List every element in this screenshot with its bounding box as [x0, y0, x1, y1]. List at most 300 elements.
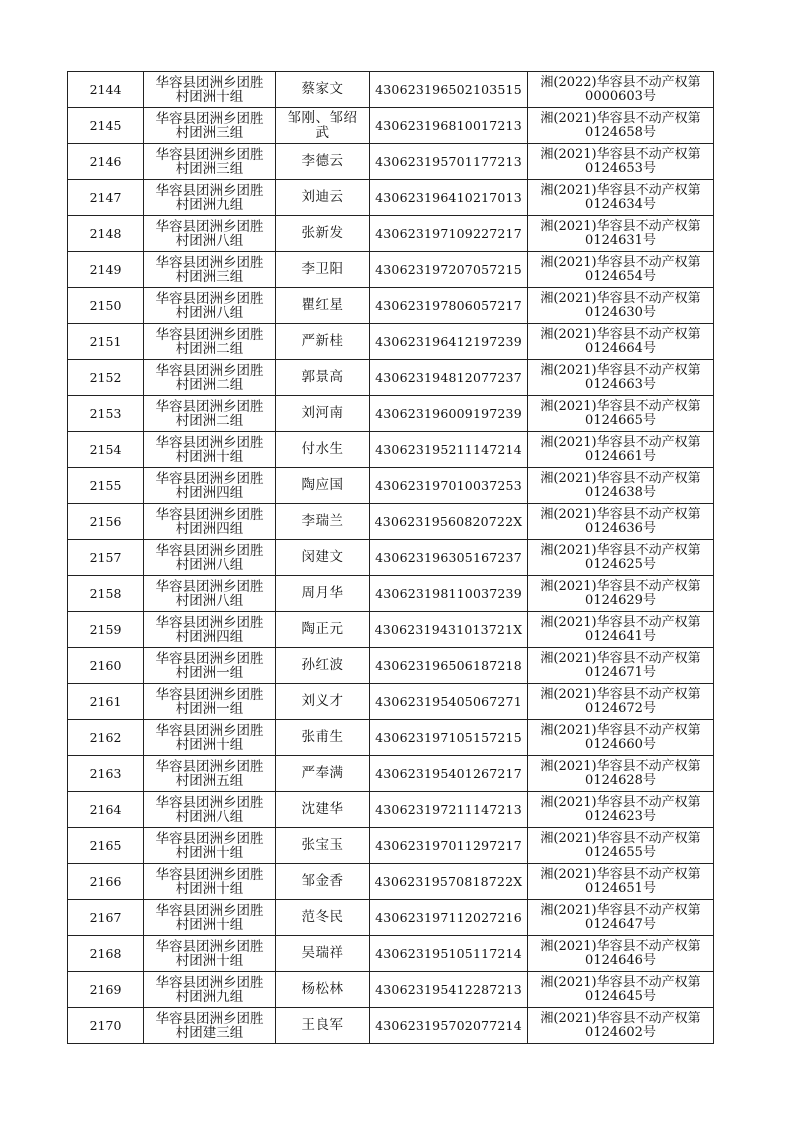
- row-number-cell-text: 2170: [89, 1017, 122, 1033]
- id-number-cell-text: 430623196412197239: [375, 333, 522, 349]
- id-number-cell-text: 430623198110037239: [375, 585, 522, 601]
- id-number-cell-text: 43062319560820722X: [374, 513, 523, 529]
- certificate-cell: [528, 828, 714, 864]
- id-number-cell: [370, 1008, 528, 1044]
- certificate-cell: [528, 648, 714, 684]
- location-cell: [144, 288, 276, 324]
- id-number-cell-text: 430623196502103515: [375, 81, 522, 97]
- owner-name-cell-text: 张宝玉: [301, 837, 344, 853]
- certificate-cell: [528, 360, 714, 396]
- owner-name-cell-text: 刘河南: [301, 405, 344, 421]
- owner-name-cell-text: 周月华: [301, 585, 344, 601]
- table-row: [68, 684, 714, 720]
- location-cell-text: 华容县团洲乡团胜: [155, 326, 264, 343]
- location-cell: [144, 252, 276, 288]
- table-row: [68, 540, 714, 576]
- row-number-cell-text: 2154: [89, 441, 122, 457]
- row-number-cell: [68, 396, 144, 432]
- id-number-cell: [370, 720, 528, 756]
- owner-name-cell: [276, 576, 370, 612]
- certificate-cell-text: 湘(2021)华容县不动产权第: [540, 794, 701, 810]
- owner-name-cell: [276, 144, 370, 180]
- location-cell-text: 村团洲九组: [175, 196, 244, 213]
- owner-name-cell: [276, 792, 370, 828]
- location-cell-text: 村团洲二组: [175, 340, 244, 357]
- id-number-cell: [370, 72, 528, 108]
- row-number-cell-text: 2160: [89, 657, 122, 673]
- location-cell: [144, 504, 276, 540]
- certificate-cell: [528, 684, 714, 720]
- certificate-cell: [528, 468, 714, 504]
- row-number-cell: [68, 144, 144, 180]
- certificate-cell-text: 湘(2021)华容县不动产权第: [540, 722, 701, 738]
- table-row: [68, 504, 714, 540]
- location-cell: [144, 144, 276, 180]
- id-number-cell-text: 430623195412287213: [375, 981, 522, 997]
- id-number-cell: [370, 324, 528, 360]
- location-cell: [144, 72, 276, 108]
- location-cell-text: 华容县团洲乡团胜: [155, 938, 264, 955]
- id-number-cell-text: 430623195702077214: [375, 1017, 522, 1033]
- owner-name-cell-text: 郭景高: [301, 369, 344, 385]
- table-row: [68, 1008, 714, 1044]
- location-cell: [144, 972, 276, 1008]
- row-number-cell: [68, 108, 144, 144]
- id-number-cell: [370, 900, 528, 936]
- id-number-cell: [370, 828, 528, 864]
- location-cell-text: 村团洲一组: [175, 664, 244, 681]
- location-cell-text: 华容县团洲乡团胜: [155, 902, 264, 919]
- location-cell-text: 村团洲十组: [175, 916, 244, 933]
- id-number-cell-text: 430623197112027216: [375, 909, 522, 925]
- row-number-cell: [68, 216, 144, 252]
- location-cell-text: 村团洲十组: [175, 880, 244, 897]
- id-number-cell: [370, 252, 528, 288]
- row-number-cell-text: 2150: [89, 297, 122, 313]
- certificate-cell-text: 0124623号: [585, 808, 656, 824]
- row-number-cell: [68, 540, 144, 576]
- row-number-cell: [68, 900, 144, 936]
- owner-name-cell: [276, 324, 370, 360]
- certificate-cell-text: 0124651号: [585, 880, 656, 896]
- certificate-cell: [528, 936, 714, 972]
- location-cell: [144, 648, 276, 684]
- certificate-cell-text: 0124653号: [585, 160, 656, 176]
- row-number-cell: [68, 288, 144, 324]
- id-number-cell: [370, 612, 528, 648]
- location-cell-text: 华容县团洲乡团胜: [155, 614, 264, 631]
- owner-name-cell: [276, 936, 370, 972]
- location-cell-text: 华容县团洲乡团胜: [155, 722, 264, 739]
- owner-name-cell: [276, 216, 370, 252]
- row-number-cell: [68, 504, 144, 540]
- row-number-cell-text: 2165: [89, 837, 122, 853]
- location-cell: [144, 612, 276, 648]
- id-number-cell-text: 430623195211147214: [375, 441, 522, 457]
- id-number-cell: [370, 180, 528, 216]
- row-number-cell: [68, 432, 144, 468]
- id-number-cell: [370, 144, 528, 180]
- location-cell: [144, 180, 276, 216]
- location-cell: [144, 324, 276, 360]
- certificate-cell-text: 0124602号: [585, 1024, 656, 1040]
- location-cell-text: 村团洲九组: [175, 988, 244, 1005]
- certificate-cell-text: 0000603号: [585, 88, 656, 104]
- location-cell-text: 华容县团洲乡团胜: [155, 650, 264, 667]
- owner-name-cell-text: 邹刚、邹绍: [287, 109, 358, 126]
- id-number-cell-text: 430623196506187218: [375, 657, 522, 673]
- certificate-cell: [528, 576, 714, 612]
- certificate-cell-text: 0124646号: [585, 952, 656, 968]
- table-row: [68, 720, 714, 756]
- id-number-cell-text: 43062319570818722X: [374, 873, 523, 889]
- table-row: [68, 756, 714, 792]
- certificate-cell: [528, 108, 714, 144]
- table-row: [68, 972, 714, 1008]
- table-row: [68, 360, 714, 396]
- certificate-cell: [528, 504, 714, 540]
- registry-table: [67, 71, 714, 1044]
- owner-name-cell-text: 王良军: [301, 1017, 344, 1033]
- id-number-cell-text: 430623195701177213: [375, 153, 522, 169]
- location-cell-text: 村团洲十组: [175, 448, 244, 465]
- certificate-cell-text: 0124645号: [585, 988, 656, 1004]
- id-number-cell-text: 430623197105157215: [375, 729, 522, 745]
- owner-name-cell: [276, 900, 370, 936]
- certificate-cell: [528, 540, 714, 576]
- table-row: [68, 864, 714, 900]
- owner-name-cell-text: 武: [315, 124, 330, 141]
- certificate-cell: [528, 720, 714, 756]
- location-cell: [144, 792, 276, 828]
- row-number-cell: [68, 360, 144, 396]
- owner-name-cell: [276, 828, 370, 864]
- owner-name-cell: [276, 180, 370, 216]
- row-number-cell: [68, 720, 144, 756]
- row-number-cell: [68, 684, 144, 720]
- certificate-cell-text: 0124641号: [585, 628, 656, 644]
- location-cell-text: 村团洲十组: [175, 844, 244, 861]
- location-cell-text: 华容县团洲乡团胜: [155, 74, 264, 91]
- table-row: [68, 936, 714, 972]
- certificate-cell: [528, 432, 714, 468]
- certificate-cell: [528, 972, 714, 1008]
- id-number-cell: [370, 288, 528, 324]
- owner-name-cell: [276, 864, 370, 900]
- table-row: [68, 396, 714, 432]
- location-cell: [144, 864, 276, 900]
- owner-name-cell: [276, 252, 370, 288]
- row-number-cell-text: 2151: [89, 333, 122, 349]
- owner-name-cell: [276, 468, 370, 504]
- id-number-cell-text: 430623194812077237: [375, 369, 522, 385]
- location-cell: [144, 108, 276, 144]
- id-number-cell: [370, 648, 528, 684]
- id-number-cell-text: 430623197207057215: [375, 261, 522, 277]
- table-row: [68, 792, 714, 828]
- row-number-cell: [68, 576, 144, 612]
- row-number-cell-text: 2158: [89, 585, 122, 601]
- row-number-cell-text: 2168: [89, 945, 122, 961]
- id-number-cell-text: 430623195105117214: [375, 945, 522, 961]
- location-cell: [144, 828, 276, 864]
- table-row: [68, 216, 714, 252]
- certificate-cell: [528, 324, 714, 360]
- location-cell-text: 村团洲一组: [175, 700, 244, 717]
- table-row: [68, 324, 714, 360]
- certificate-cell-text: 湘(2021)华容县不动产权第: [540, 182, 701, 198]
- location-cell-text: 华容县团洲乡团胜: [155, 398, 264, 415]
- certificate-cell-text: 湘(2021)华容县不动产权第: [540, 902, 701, 918]
- certificate-cell-text: 湘(2021)华容县不动产权第: [540, 542, 701, 558]
- id-number-cell: [370, 972, 528, 1008]
- row-number-cell: [68, 864, 144, 900]
- owner-name-cell-text: 李瑞兰: [301, 513, 344, 529]
- location-cell-text: 村团洲八组: [175, 808, 244, 825]
- row-number-cell: [68, 324, 144, 360]
- row-number-cell: [68, 936, 144, 972]
- table-row: [68, 468, 714, 504]
- location-cell: [144, 900, 276, 936]
- row-number-cell: [68, 468, 144, 504]
- location-cell-text: 华容县团洲乡团胜: [155, 758, 264, 775]
- owner-name-cell: [276, 972, 370, 1008]
- certificate-cell: [528, 144, 714, 180]
- id-number-cell: [370, 792, 528, 828]
- certificate-cell-text: 0124658号: [585, 124, 656, 140]
- owner-name-cell-text: 严新桂: [301, 333, 344, 349]
- owner-name-cell: [276, 72, 370, 108]
- certificate-cell-text: 湘(2021)华容县不动产权第: [540, 830, 701, 846]
- certificate-cell-text: 0124631号: [585, 232, 656, 248]
- location-cell-text: 村团洲三组: [175, 124, 244, 141]
- certificate-cell: [528, 180, 714, 216]
- table-row: [68, 288, 714, 324]
- owner-name-cell-text: 付水生: [301, 441, 344, 457]
- row-number-cell: [68, 648, 144, 684]
- table-row: [68, 576, 714, 612]
- certificate-cell-text: 湘(2021)华容县不动产权第: [540, 434, 701, 450]
- row-number-cell: [68, 828, 144, 864]
- table-row: [68, 900, 714, 936]
- owner-name-cell-text: 张新发: [301, 225, 344, 241]
- row-number-cell-text: 2152: [89, 369, 122, 385]
- id-number-cell: [370, 540, 528, 576]
- owner-name-cell-text: 刘义才: [301, 693, 344, 709]
- location-cell-text: 村团建三组: [175, 1024, 244, 1041]
- id-number-cell: [370, 432, 528, 468]
- location-cell: [144, 540, 276, 576]
- id-number-cell-text: 430623197011297217: [375, 837, 522, 853]
- certificate-cell-text: 0124671号: [585, 664, 656, 680]
- certificate-cell-text: 0124655号: [585, 844, 656, 860]
- owner-name-cell: [276, 1008, 370, 1044]
- row-number-cell-text: 2144: [89, 81, 122, 97]
- table-row: [68, 144, 714, 180]
- location-cell-text: 村团洲八组: [175, 304, 244, 321]
- location-cell-text: 村团洲十组: [175, 952, 244, 969]
- registry-table-body: [68, 72, 714, 1044]
- row-number-cell-text: 2169: [89, 981, 122, 997]
- certificate-cell: [528, 1008, 714, 1044]
- row-number-cell-text: 2156: [89, 513, 122, 529]
- row-number-cell: [68, 72, 144, 108]
- owner-name-cell-text: 李卫阳: [301, 261, 344, 277]
- certificate-cell-text: 湘(2021)华容县不动产权第: [540, 326, 701, 342]
- row-number-cell-text: 2162: [89, 729, 122, 745]
- location-cell-text: 村团洲三组: [175, 160, 244, 177]
- certificate-cell-text: 湘(2021)华容县不动产权第: [540, 614, 701, 630]
- location-cell: [144, 576, 276, 612]
- location-cell-text: 村团洲十组: [175, 88, 244, 105]
- table-row: [68, 108, 714, 144]
- id-number-cell: [370, 576, 528, 612]
- id-number-cell-text: 430623197010037253: [375, 477, 522, 493]
- certificate-cell: [528, 756, 714, 792]
- certificate-cell-text: 0124664号: [585, 340, 656, 356]
- location-cell-text: 华容县团洲乡团胜: [155, 362, 264, 379]
- row-number-cell-text: 2166: [89, 873, 122, 889]
- table-row: [68, 252, 714, 288]
- id-number-cell-text: 430623196305167237: [375, 549, 522, 565]
- certificate-cell-text: 湘(2021)华容县不动产权第: [540, 110, 701, 126]
- row-number-cell-text: 2145: [89, 117, 122, 133]
- row-number-cell-text: 2164: [89, 801, 122, 817]
- certificate-cell-text: 湘(2021)华容县不动产权第: [540, 650, 701, 666]
- id-number-cell: [370, 468, 528, 504]
- row-number-cell-text: 2157: [89, 549, 122, 565]
- certificate-cell-text: 0124661号: [585, 448, 656, 464]
- table-row: [68, 180, 714, 216]
- id-number-cell-text: 430623195401267217: [375, 765, 522, 781]
- owner-name-cell: [276, 108, 370, 144]
- certificate-cell-text: 湘(2021)华容县不动产权第: [540, 254, 701, 270]
- location-cell-text: 华容县团洲乡团胜: [155, 506, 264, 523]
- id-number-cell: [370, 756, 528, 792]
- row-number-cell: [68, 252, 144, 288]
- certificate-cell-text: 0124636号: [585, 520, 656, 536]
- certificate-cell-text: 湘(2021)华容县不动产权第: [540, 506, 701, 522]
- location-cell-text: 村团洲二组: [175, 376, 244, 393]
- id-number-cell: [370, 216, 528, 252]
- table-row: [68, 72, 714, 108]
- location-cell-text: 华容县团洲乡团胜: [155, 794, 264, 811]
- location-cell: [144, 720, 276, 756]
- owner-name-cell: [276, 360, 370, 396]
- location-cell: [144, 1008, 276, 1044]
- table-row: [68, 612, 714, 648]
- certificate-cell-text: 0124625号: [585, 556, 656, 572]
- id-number-cell: [370, 360, 528, 396]
- row-number-cell-text: 2161: [89, 693, 122, 709]
- id-number-cell-text: 43062319431013721X: [374, 621, 523, 637]
- certificate-cell-text: 湘(2021)华容县不动产权第: [540, 938, 701, 954]
- id-number-cell-text: 430623197806057217: [375, 297, 522, 313]
- owner-name-cell-text: 沈建华: [301, 801, 344, 817]
- location-cell-text: 村团洲三组: [175, 268, 244, 285]
- row-number-cell-text: 2155: [89, 477, 122, 493]
- certificate-cell-text: 湘(2021)华容县不动产权第: [540, 470, 701, 486]
- id-number-cell-text: 430623196410217013: [375, 189, 522, 205]
- location-cell-text: 华容县团洲乡团胜: [155, 830, 264, 847]
- owner-name-cell: [276, 504, 370, 540]
- certificate-cell-text: 湘(2021)华容县不动产权第: [540, 362, 701, 378]
- id-number-cell-text: 430623196810017213: [375, 117, 522, 133]
- row-number-cell-text: 2163: [89, 765, 122, 781]
- owner-name-cell: [276, 756, 370, 792]
- owner-name-cell-text: 孙红波: [301, 657, 344, 673]
- row-number-cell-text: 2159: [89, 621, 122, 637]
- row-number-cell-text: 2149: [89, 261, 122, 277]
- row-number-cell: [68, 756, 144, 792]
- certificate-cell-text: 湘(2021)华容县不动产权第: [540, 218, 701, 234]
- certificate-cell-text: 湘(2021)华容县不动产权第: [540, 866, 701, 882]
- certificate-cell-text: 0124660号: [585, 736, 656, 752]
- location-cell-text: 村团洲八组: [175, 592, 244, 609]
- certificate-cell-text: 0124630号: [585, 304, 656, 320]
- location-cell: [144, 468, 276, 504]
- row-number-cell-text: 2146: [89, 153, 122, 169]
- owner-name-cell-text: 陶应国: [301, 477, 344, 493]
- location-cell-text: 华容县团洲乡团胜: [155, 470, 264, 487]
- row-number-cell: [68, 972, 144, 1008]
- certificate-cell-text: 0124629号: [585, 592, 656, 608]
- table-row: [68, 648, 714, 684]
- location-cell-text: 华容县团洲乡团胜: [155, 866, 264, 883]
- location-cell-text: 华容县团洲乡团胜: [155, 290, 264, 307]
- owner-name-cell: [276, 612, 370, 648]
- location-cell-text: 华容县团洲乡团胜: [155, 578, 264, 595]
- location-cell: [144, 756, 276, 792]
- id-number-cell: [370, 396, 528, 432]
- owner-name-cell-text: 刘迪云: [301, 189, 344, 205]
- owner-name-cell-text: 李德云: [301, 153, 344, 169]
- certificate-cell-text: 0124647号: [585, 916, 656, 932]
- certificate-cell: [528, 792, 714, 828]
- id-number-cell: [370, 864, 528, 900]
- owner-name-cell-text: 吴瑞祥: [301, 945, 344, 961]
- certificate-cell-text: 0124628号: [585, 772, 656, 788]
- owner-name-cell: [276, 540, 370, 576]
- location-cell: [144, 432, 276, 468]
- location-cell: [144, 360, 276, 396]
- owner-name-cell-text: 邹金香: [301, 873, 344, 889]
- location-cell-text: 村团洲八组: [175, 232, 244, 249]
- certificate-cell: [528, 72, 714, 108]
- id-number-cell-text: 430623196009197239: [375, 405, 522, 421]
- location-cell-text: 华容县团洲乡团胜: [155, 542, 264, 559]
- location-cell-text: 村团洲四组: [175, 628, 244, 645]
- row-number-cell: [68, 180, 144, 216]
- id-number-cell: [370, 684, 528, 720]
- owner-name-cell-text: 瞿红星: [301, 297, 344, 313]
- certificate-cell: [528, 252, 714, 288]
- owner-name-cell-text: 陶正元: [301, 621, 344, 637]
- table-row: [68, 828, 714, 864]
- owner-name-cell: [276, 684, 370, 720]
- certificate-cell-text: 湘(2022)华容县不动产权第: [540, 74, 701, 90]
- owner-name-cell: [276, 432, 370, 468]
- location-cell-text: 华容县团洲乡团胜: [155, 182, 264, 199]
- certificate-cell-text: 湘(2021)华容县不动产权第: [540, 290, 701, 306]
- row-number-cell-text: 2167: [89, 909, 122, 925]
- id-number-cell-text: 430623197109227217: [375, 225, 522, 241]
- location-cell-text: 村团洲四组: [175, 520, 244, 537]
- row-number-cell-text: 2153: [89, 405, 122, 421]
- certificate-cell-text: 湘(2021)华容县不动产权第: [540, 578, 701, 594]
- owner-name-cell-text: 蔡家文: [301, 81, 344, 97]
- certificate-cell: [528, 900, 714, 936]
